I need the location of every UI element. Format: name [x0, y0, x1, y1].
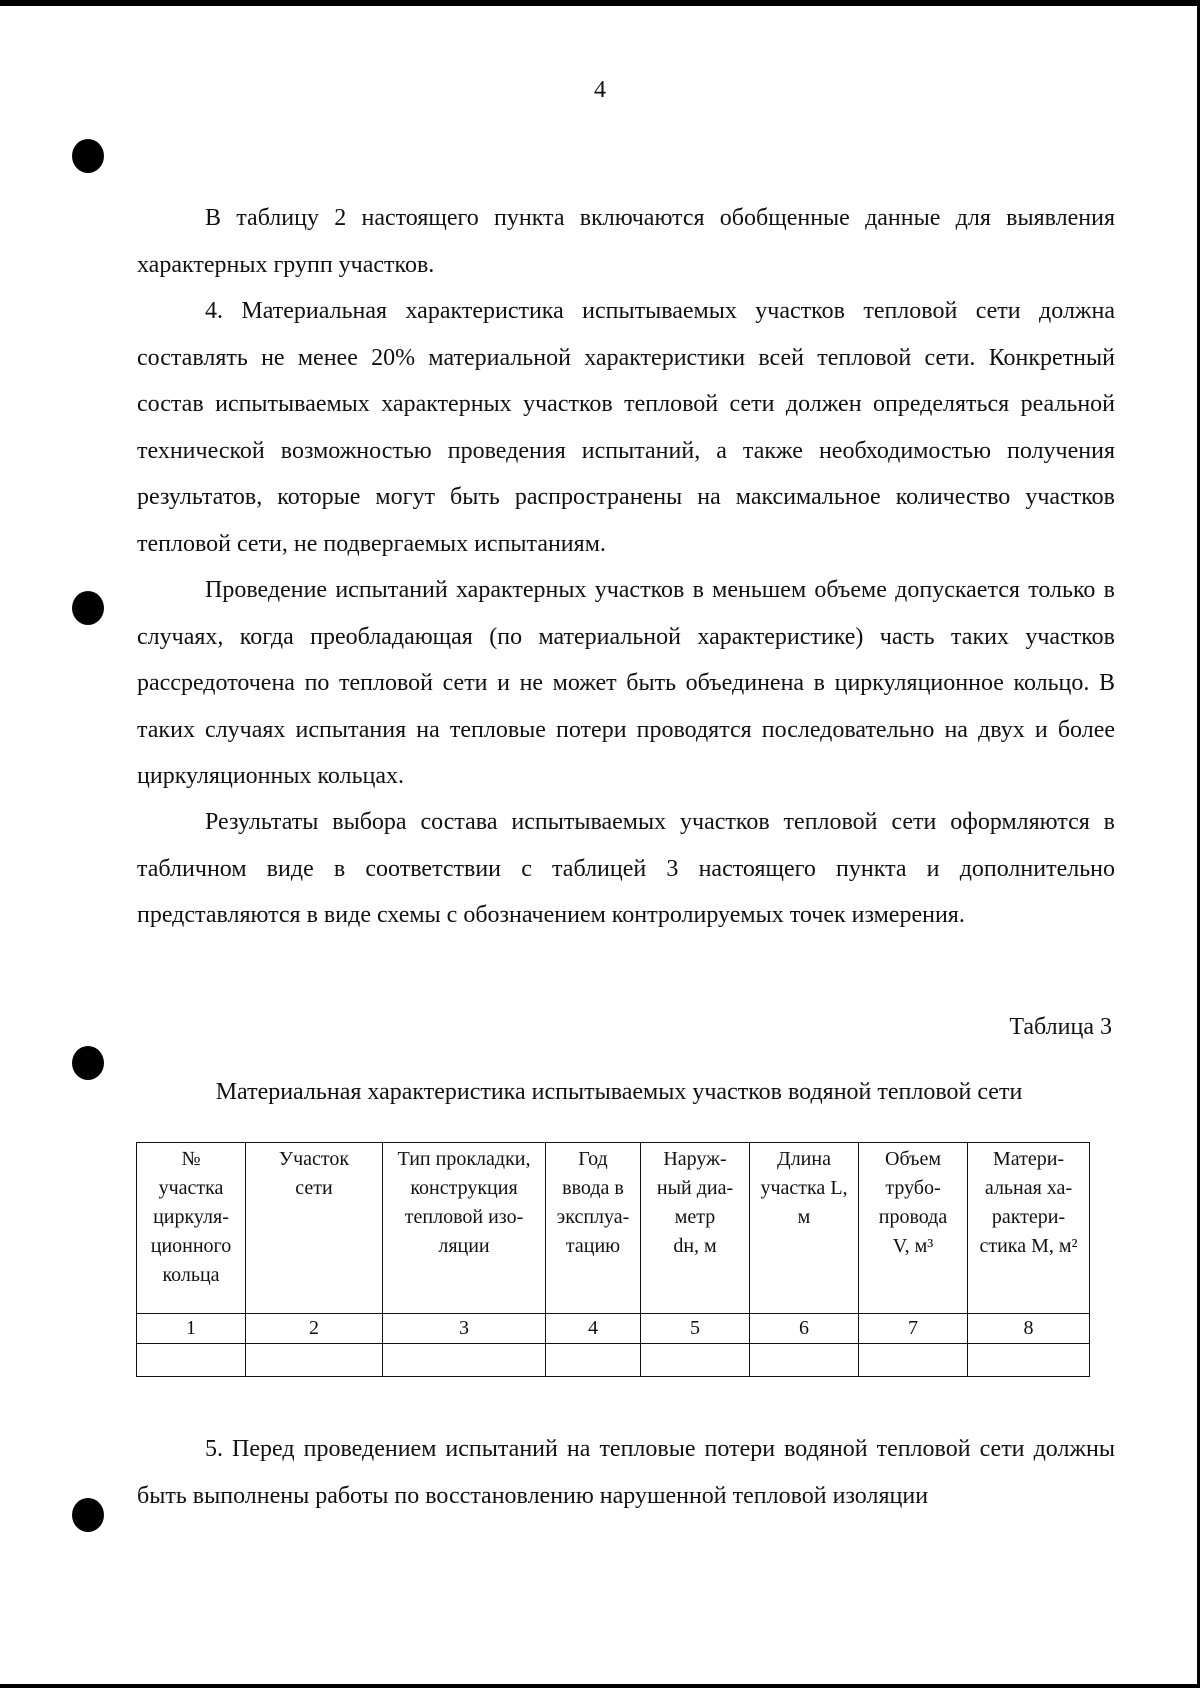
- header-cell-network-section: Участок сети: [246, 1143, 383, 1314]
- column-number-cell: 4: [546, 1314, 641, 1344]
- punch-hole-4: [72, 1498, 104, 1532]
- paragraph-results-format: Результаты выбора состава испытываемых участков тепловой сети оформляются в табличном виде в соответствии с таблицей 3 настоящего пункта и дополнительно представляются в виде схемы с обозначением контролируемых точек измерения.: [137, 809, 1115, 928]
- empty-cell: [750, 1344, 859, 1377]
- header-cell-commission-year: Год ввода в эксплуа- тацию: [546, 1143, 641, 1314]
- empty-cell: [137, 1344, 246, 1377]
- paragraph-item-4: 4. Материальная характеристика испытываемых участков тепловой сети должна составлять не менее 20% материальной характеристики всей тепловой сети. Конкретный состав испытываемых характерных участков тепловой сети должен определяться реальной технической возможностью проведения испытаний, а также необходимостью получения результатов, которые могут быть распространены на максимальное количество участков тепловой сети, не подвергаемых испытаниям.: [137, 298, 1115, 557]
- punch-hole-1: [72, 139, 104, 173]
- empty-cell: [859, 1344, 968, 1377]
- header-cell-laying-type: Тип прокладки, конструкция тепловой изо- ляции: [383, 1143, 546, 1314]
- header-cell-ring-number: № участка циркуля- ционного кольца: [137, 1143, 246, 1314]
- punch-hole-2: [72, 591, 104, 625]
- empty-cell: [546, 1344, 641, 1377]
- column-number-cell: 8: [968, 1314, 1090, 1344]
- header-cell-pipe-volume: Объем трубо- провода V, м³: [859, 1143, 968, 1314]
- table-header-row: [137, 1143, 1090, 1314]
- column-number-cell: 1: [137, 1314, 246, 1344]
- punch-hole-3: [72, 1046, 104, 1080]
- table-empty-row: [137, 1344, 1090, 1377]
- empty-cell: [968, 1344, 1090, 1377]
- scan-border-top: [0, 0, 1200, 6]
- column-number-cell: 6: [750, 1314, 859, 1344]
- paragraph-reduced-testing: Проведение испытаний характерных участков в меньшем объеме допускается только в случаях, когда преобладающая (по материальной характеристике) часть таких участков рассредоточена по тепловой сети и не может быть объединена в циркуляционное кольцо. В таких случаях испытания на тепловые потери проводятся последовательно на двух и более циркуляционных кольцах.: [137, 577, 1115, 789]
- empty-cell: [246, 1344, 383, 1377]
- column-number-cell: 2: [246, 1314, 383, 1344]
- header-cell-section-length: Длина участка L, м: [750, 1143, 859, 1314]
- paragraph-table2-intro: В таблицу 2 настоящего пункта включаются обобщенные данные для выявления характерных групп участков.: [137, 205, 1115, 278]
- table-title: Материальная характеристика испытываемых участков водяной тепловой сети: [215, 1079, 1023, 1105]
- material-characteristic-table: [136, 1142, 1090, 1377]
- table-caption-number: Таблица 3: [1009, 1014, 1112, 1040]
- column-number-cell: 5: [641, 1314, 750, 1344]
- empty-cell: [641, 1344, 750, 1377]
- table-column-number-row: [137, 1314, 1090, 1344]
- column-number-cell: 3: [383, 1314, 546, 1344]
- paragraph-item-5: 5. Перед проведением испытаний на тепловые потери водяной тепловой сети должны быть выполнены работы по восстановлению нарушенной тепловой изоляции: [137, 1436, 1115, 1509]
- header-cell-outer-diameter: Наруж- ный диа- метр dн, м: [641, 1143, 750, 1314]
- scan-border-bottom: [0, 1684, 1200, 1688]
- empty-cell: [383, 1344, 546, 1377]
- header-cell-material-characteristic: Матери- альная ха- рактери- стика M, м²: [968, 1143, 1090, 1314]
- column-number-cell: 7: [859, 1314, 968, 1344]
- page-number: 4: [594, 77, 606, 103]
